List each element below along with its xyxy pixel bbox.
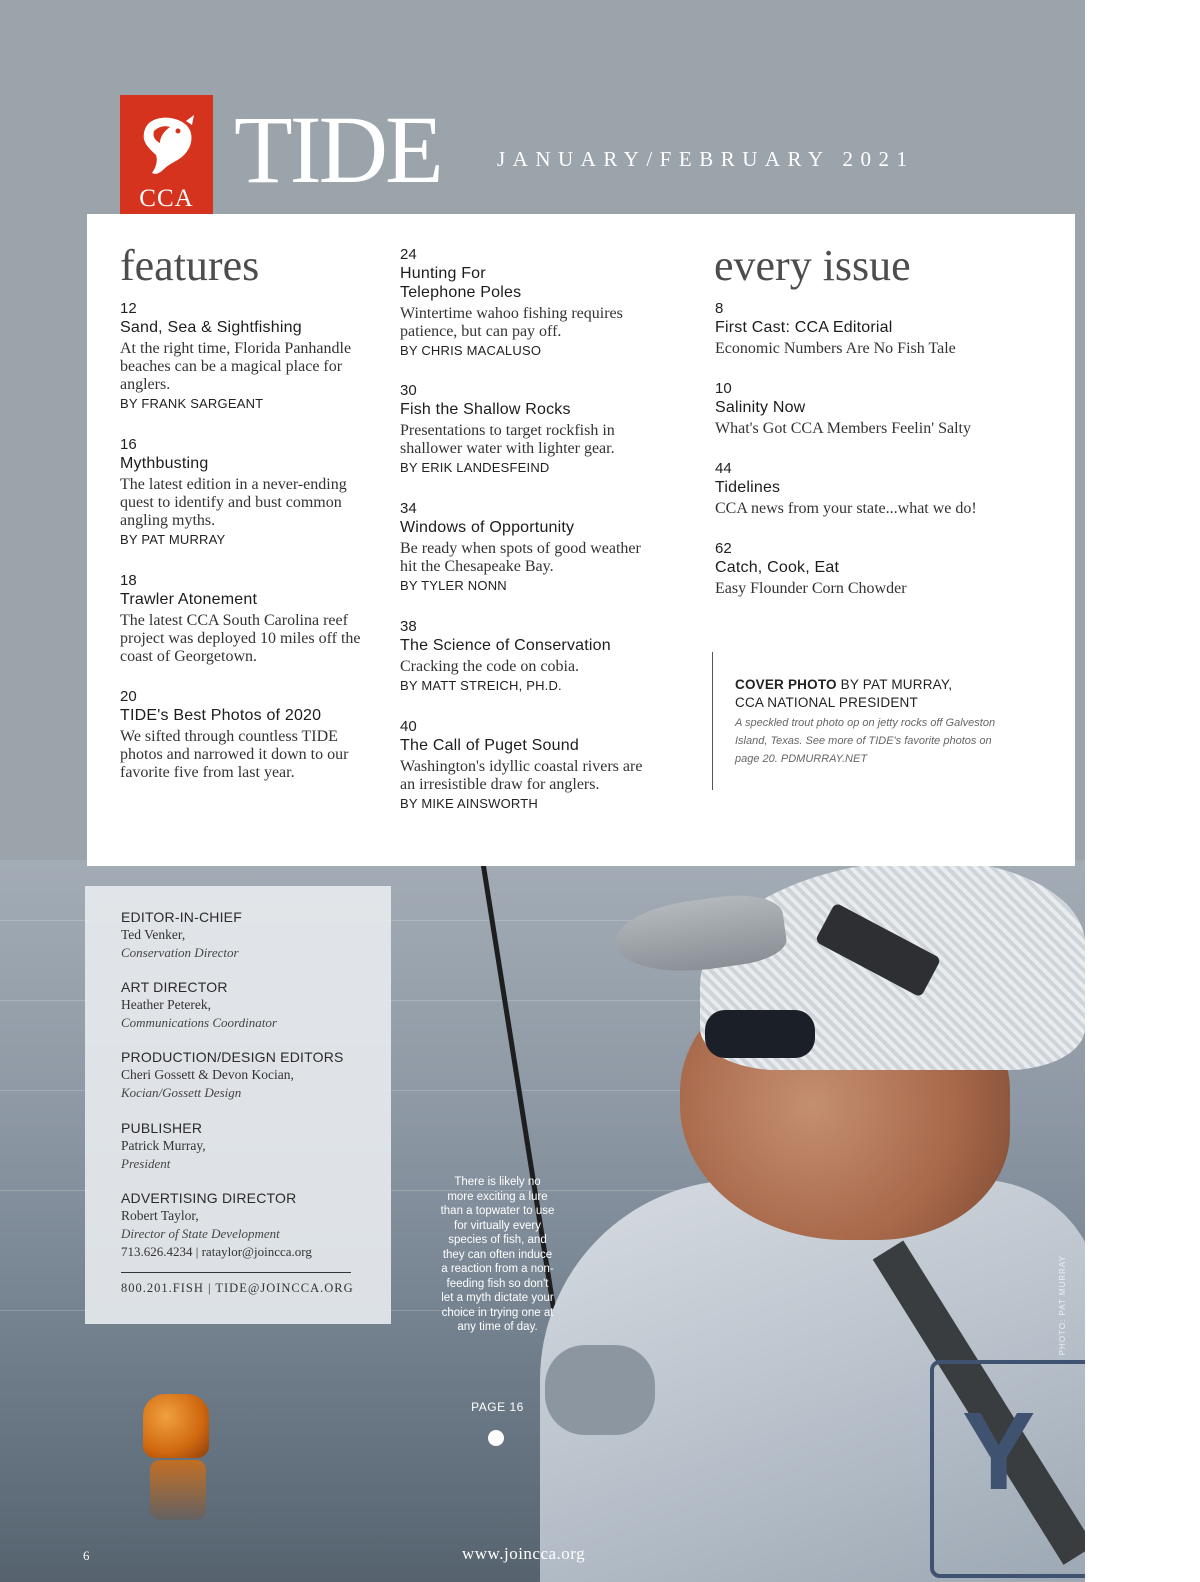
entry-desc: The latest edition in a never-ending quest to identify and bust common angling myths. [120,476,347,529]
entry-page: 16 [120,436,137,453]
toc-entry[interactable] [120,688,380,782]
cover-photo-credit [712,652,1012,790]
toc-entry[interactable] [400,718,660,812]
buoy-graphic [143,1394,209,1458]
entry-desc: Cracking the code on cobia. [400,658,580,675]
entry-byline: BY FRANK SARGEANT [120,396,264,411]
gloved-hand-graphic [545,1345,655,1435]
entry-page: 62 [715,540,732,557]
masthead-title: TIDE [234,96,441,203]
staff-name: Ted Venker, [121,927,186,942]
entry-title: Sand, Sea & Sightfishing [120,319,302,336]
issue-date: JANUARY/FEBRUARY 2021 [497,147,915,171]
staff-credits [85,886,391,1324]
staff-title: Communications Coordinator [121,1015,277,1030]
entry-desc: We sifted through countless TIDE photos and narrowed it down to our favorite five from last year. [120,728,349,781]
staff-name: Cheri Gossett & Devon Kocian, [121,1067,294,1082]
logo-text: CCA [139,185,194,212]
toc-entry[interactable] [400,382,660,476]
entry-desc: Presentations to target rockfish in shallower water with lighter gear. [400,422,615,457]
entry-desc: What's Got CCA Members Feelin' Salty [715,420,971,437]
staff-title: Conservation Director [121,945,239,960]
toc-entry[interactable] [120,572,380,666]
features-heading: features [120,241,260,290]
staff-name: Robert Taylor, [121,1208,199,1223]
cover-credit-title: CCA NATIONAL PRESIDENT [735,695,918,710]
entry-page: 10 [715,380,732,397]
entry-byline: BY CHRIS MACALUSO [400,343,542,358]
entry-desc: Economic Numbers Are No Fish Tale [715,340,956,357]
toc-entry[interactable] [715,460,1015,518]
staff-name: Heather Peterek, [121,997,211,1012]
entry-desc: At the right time, Florida Panhandle beaches can be a magical place for anglers. [120,340,352,393]
entry-desc: Wintertime wahoo fishing requires patience, but can pay off. [400,305,623,340]
staff-title: Kocian/Gossett Design [121,1085,242,1100]
entry-byline: BY TYLER NONN [400,578,507,593]
shirt-logo-graphic: Y [930,1360,1085,1578]
staff-role: ADVERTISING DIRECTOR [121,1190,297,1206]
entry-title: The Science of Conservation [400,637,611,654]
entry-title: Windows of Opportunity [400,519,575,536]
entry-title: Catch, Cook, Eat [715,559,840,576]
staff-role: ART DIRECTOR [121,979,228,995]
toc-entry[interactable] [400,500,660,594]
divider [121,1272,351,1273]
staff-entry [121,1048,381,1102]
entry-title: Hunting For Telephone Poles [400,265,522,301]
entry-byline: BY MATT STREICH, PH.D. [400,678,562,693]
staff-title: Director of State Development [121,1226,280,1241]
entry-title: Fish the Shallow Rocks [400,401,571,418]
entry-page: 38 [400,618,417,635]
entry-page: 30 [400,382,417,399]
staff-title: President [121,1156,171,1171]
entry-desc: Be ready when spots of good weather hit the Chesapeake Bay. [400,540,641,575]
cover-description: A speckled trout photo op on jetty rocks off Galveston Island, Texas. See more of TIDE's favorite photos on page 20. PDMURRAY.NET [735,717,996,765]
page-number: 6 [83,1548,90,1563]
staff-role: PUBLISHER [121,1120,203,1136]
entry-page: 44 [715,460,732,477]
entry-page: 18 [120,572,137,589]
every-issue-heading: every issue [714,241,911,290]
entry-page: 20 [120,688,137,705]
website-link[interactable]: www.joincca.org [462,1544,586,1563]
cover-credit-line [735,676,1012,712]
toc-entry[interactable] [400,246,660,359]
staff-entry [121,1119,381,1173]
cover-credit: BY PAT MURRAY, [840,677,953,692]
entry-byline: BY PAT MURRAY [120,532,226,547]
cca-logo [120,95,213,227]
entry-title: Tidelines [715,479,781,496]
fish-icon [132,113,202,183]
entry-title: Trawler Atonement [120,591,258,608]
contact-footer[interactable]: 800.201.FISH | TIDE@JOINCCA.ORG [121,1281,354,1295]
cover-label: COVER PHOTO [735,677,837,692]
photo-credit: PHOTO: PAT MURRAY [1058,1255,1067,1356]
entry-desc: Washington's idyllic coastal rivers are an irresistible draw for anglers. [400,758,643,793]
entry-title: Mythbusting [120,455,209,472]
toc-entry[interactable] [120,436,380,548]
toc-entry[interactable] [400,618,660,694]
staff-contact[interactable]: 713.626.4234 | rataylor@joincca.org [121,1244,312,1259]
toc-entry[interactable] [715,380,1015,438]
staff-entry [121,908,381,962]
entry-desc: Easy Flounder Corn Chowder [715,580,907,597]
pull-quote-dot-icon [488,1430,504,1446]
staff-entry [121,1189,381,1261]
entry-page: 40 [400,718,417,735]
staff-entry [121,978,381,1032]
staff-name: Patrick Murray, [121,1138,206,1153]
entry-title: First Cast: CCA Editorial [715,319,893,336]
staff-role: EDITOR-IN-CHIEF [121,909,242,925]
entry-title: TIDE's Best Photos of 2020 [120,707,322,724]
entry-desc: CCA news from your state...what we do! [715,500,977,517]
entry-title: The Call of Puget Sound [400,737,579,754]
entry-title: Salinity Now [715,399,806,416]
pull-quote-page-ref[interactable]: PAGE 16 [471,1400,524,1414]
entry-page: 24 [400,246,417,263]
pull-quote: There is likely no more exciting a lure than a topwater to use for virtually every species of fish, and they can often induce a reaction from a non-feeding fish so don't let a myth dictate your choice in trying one at any time of day. [440,1176,555,1333]
entry-page: 8 [715,300,724,317]
buoy-reflection-graphic [150,1460,206,1520]
sunglasses-graphic [705,1010,815,1058]
entry-desc: The latest CCA South Carolina reef project was deployed 10 miles off the coast of Georgetown. [120,612,361,665]
entry-byline: BY ERIK LANDESFEIND [400,460,550,475]
toc-entry[interactable] [715,540,1015,598]
staff-role: PRODUCTION/DESIGN EDITORS [121,1049,344,1065]
entry-byline: BY MIKE AINSWORTH [400,796,539,811]
toc-entry[interactable] [120,300,380,412]
toc-entry[interactable] [715,300,1015,358]
entry-page: 12 [120,300,137,317]
entry-page: 34 [400,500,417,517]
